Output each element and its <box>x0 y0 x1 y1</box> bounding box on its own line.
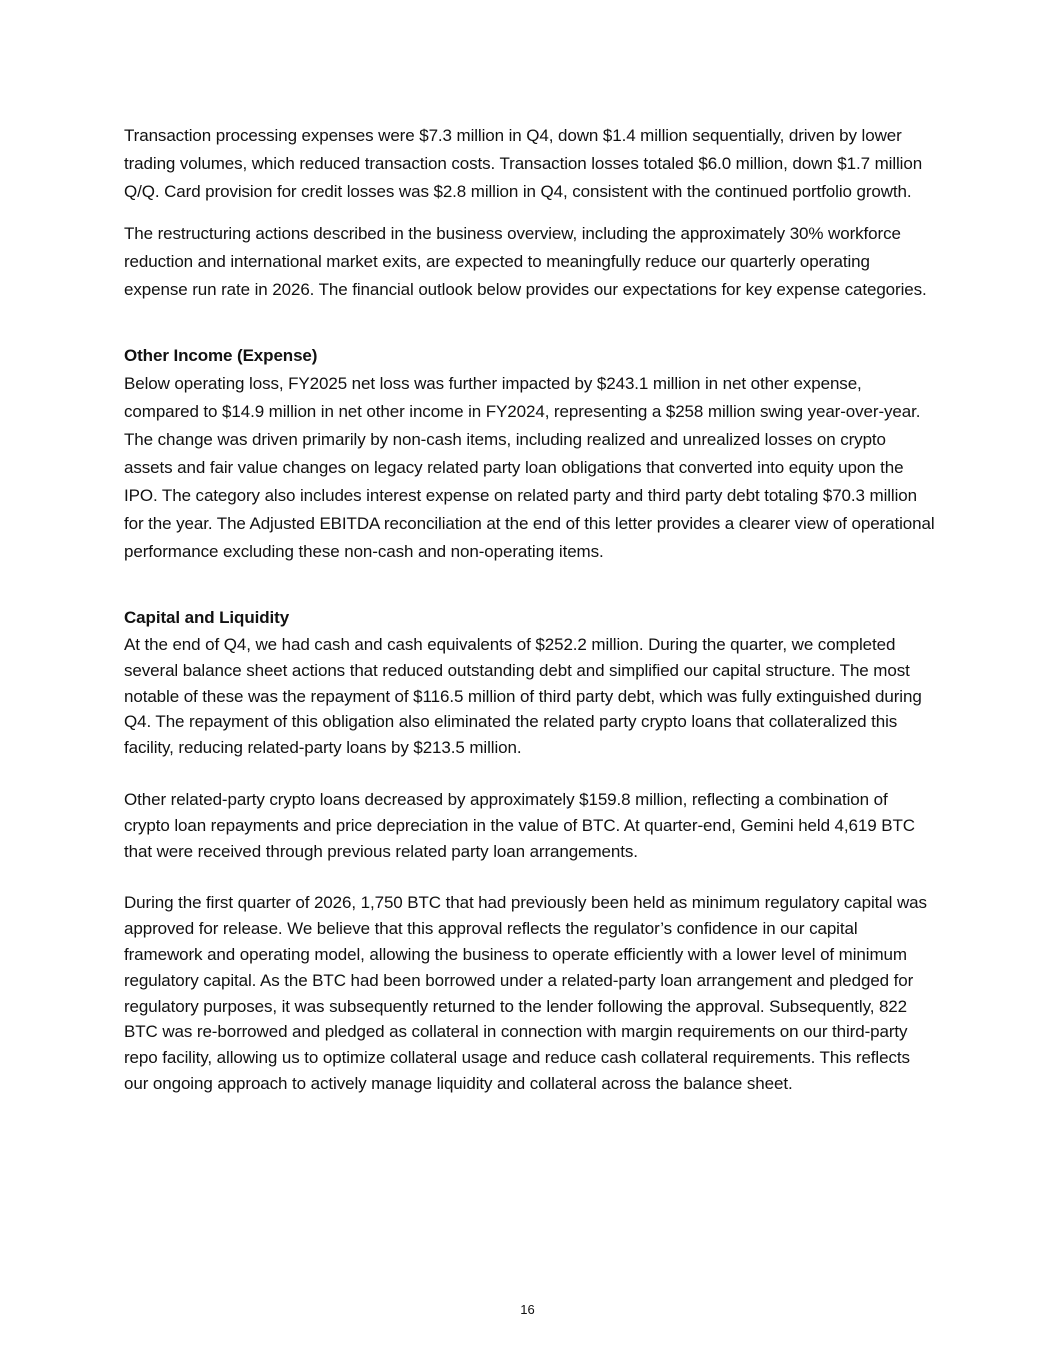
paragraph-cash-and-debt: At the end of Q4, we had cash and cash equivalents of $252.2 million. During the quarter, we completed several balance sheet actions that reduced outstanding debt and simplified our capital structure. The most notable of these was the repayment of $116.5 million of third party debt, which was fully extinguished during Q4. The repayment of this obligation also eliminated the related party crypto loans that collateralized this facility, reducing related-party loans by $213.5 million. <box>124 635 922 758</box>
paragraph-btc-release: During the first quarter of 2026, 1,750 BTC that had previously been held as minimum regulatory capital was approved for release. We believe that this approval reflects the regulator’s confidence in our capital framework and operating model, allowing the business to operate efficiently with a lower level of minimum regulatory capital. As the BTC had been borrowed under a related-party loan arrangement and pledged for regulatory purposes, it was subsequently returned to the lender following the approval. Subsequently, 822 BTC was re-borrowed and pledged as collateral in connection with margin requirements on our third-party repo facility, allowing us to optimize collateral usage and reduce cash collateral requirements. This reflects our ongoing approach to actively manage liquidity and collateral across the balance sheet. <box>124 893 927 1093</box>
paragraph-related-party-loans: Other related-party crypto loans decreased by approximately $159.8 million, reflecting a combination of crypto loan repayments and price depreciation in the value of BTC. At quarter-end, Gemini held 4,619 BTC that were received through previous related party loan arrangements. <box>124 789 915 861</box>
paragraph-restructuring: The restructuring actions described in the business overview, including the approximately 30% workforce reduction and international market exits, are expected to meaningfully reduce our quarterly operating expense run rate in 2026. The financial outlook below provides our expectations for key expense categories. <box>124 224 927 299</box>
page-number: 16 <box>520 1302 535 1317</box>
heading-other-income: Other Income (Expense) <box>124 346 318 365</box>
paragraph-transaction-expenses: Transaction processing expenses were $7.3 million in Q4, down $1.4 million sequentially, driven by lower trading volumes, which reduced transaction costs. Transaction losses totaled $6.0 million, down $1.7 million Q/Q. Card provision for credit losses was $2.8 million in Q4, consistent with the continued portfolio growth. <box>124 126 923 201</box>
heading-capital-liquidity: Capital and Liquidity <box>124 608 290 627</box>
paragraph-other-income: Below operating loss, FY2025 net loss was further impacted by $243.1 million in net other expense, compared to $14.9 million in net other income in FY2024, representing a $258 million swing year-over-year. The change was driven primarily by non-cash items, including realized and unrealized losses on crypto assets and fair value changes on legacy related party loan obligations that converted into equity upon the IPO. The category also includes interest expense on related party and third party debt totaling $70.3 million for the year. The Adjusted EBITDA reconciliation at the end of this letter provides a clearer view of operational performance excluding these non-cash and non-operating items. <box>124 374 935 561</box>
document-body <box>124 122 936 1097</box>
